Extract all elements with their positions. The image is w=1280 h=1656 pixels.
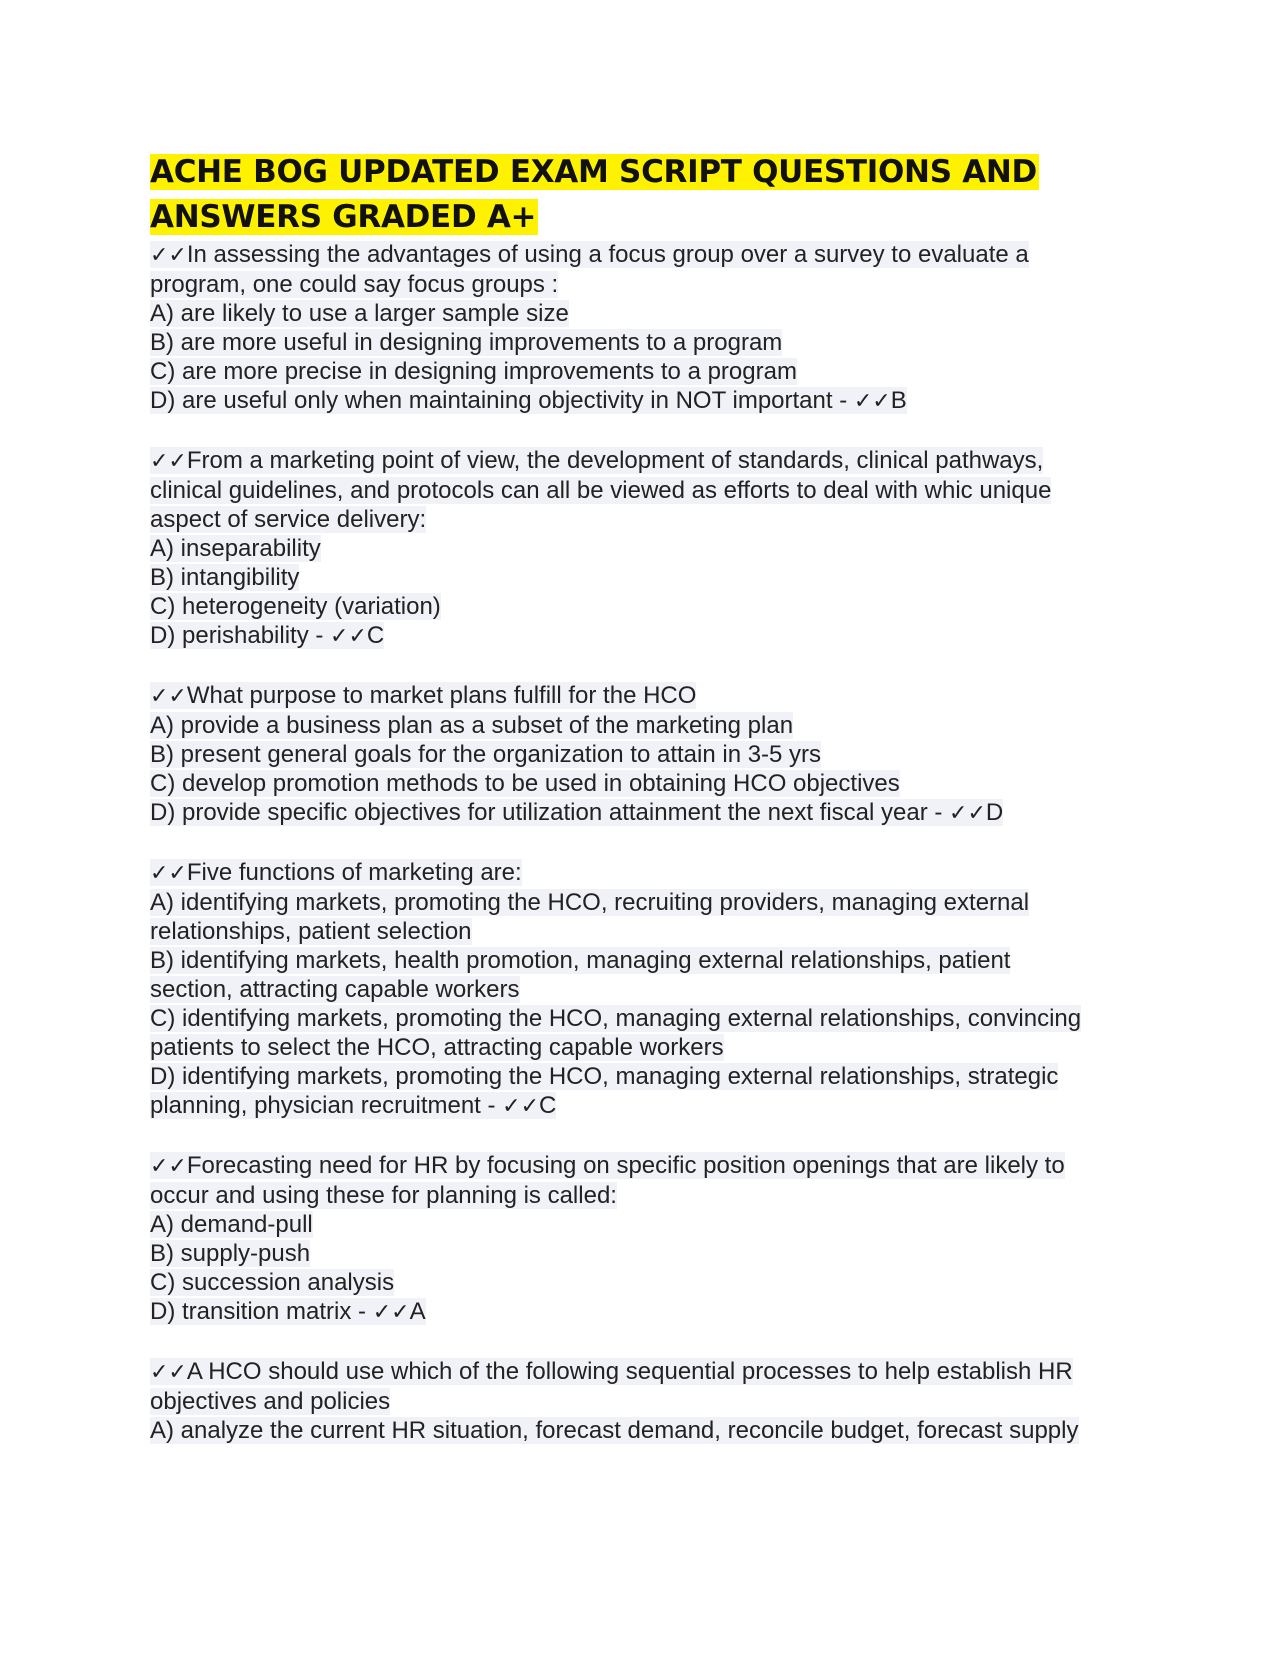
answer-check-icon: ✓✓ [949,801,986,826]
answer-check-icon: ✓✓ [853,389,891,414]
line-highlight [150,682,696,709]
line-highlight [150,1152,1065,1179]
question-block [150,1357,1130,1445]
line-text: Five functions of marketing are: [186,859,522,886]
line-text: section, attracting capable workers [150,976,520,1003]
question-line [150,1239,1130,1268]
question-block [150,446,1130,651]
question-line [150,1181,1130,1210]
line-text: objectives and policies [150,1388,391,1415]
line-highlight [150,1182,617,1209]
line-text: D) perishability - [150,622,331,649]
question-stem-line [150,1357,1130,1387]
line-highlight [150,1358,1073,1385]
question-line [150,505,1130,534]
line-text: D) are useful only when maintaining objectivity in NOT important - [150,387,854,414]
question-stem-line [150,446,1130,476]
line-text: A) demand-pull [150,1211,313,1238]
question-stem-line [150,240,1130,270]
line-highlight [150,1269,394,1296]
question-line [150,769,1130,798]
line-highlight [150,741,821,768]
line-text: C) develop promotion methods to be used in obtaining HCO objectives [150,770,900,797]
line-text: A) analyze the current HR situation, forecast demand, reconcile budget, forecast supply [150,1417,1079,1444]
question-stem-line [150,681,1130,711]
line-highlight [150,1388,390,1415]
line-highlight [150,1240,310,1267]
double-check-icon: ✓✓ [150,1154,187,1179]
question-line [150,621,1130,651]
question-line [150,1033,1130,1062]
line-highlight [150,859,522,886]
question-line [150,534,1130,563]
line-text: C) succession analysis [150,1269,395,1296]
line-text: A) provide a business plan as a subset of the marketing plan [150,712,794,739]
question-line [150,946,1130,975]
line-highlight [150,712,793,739]
double-check-icon: ✓✓ [150,449,187,474]
question-stem-line [150,858,1130,888]
question-line [150,592,1130,621]
line-highlight [150,976,520,1003]
question-line [150,917,1130,946]
answer-letter: C [366,622,385,649]
line-highlight [150,1034,724,1061]
question-line [150,1416,1130,1445]
title-line-2: ANSWERS GRADED A+ [150,199,537,235]
line-highlight [150,358,797,385]
double-check-icon: ✓✓ [150,684,187,709]
answer-check-icon: ✓✓ [502,1094,540,1119]
line-highlight [150,918,472,945]
line-highlight [150,506,426,533]
question-line [150,711,1130,740]
line-highlight [150,1063,1058,1090]
answer-letter: D [985,799,1004,826]
question-line [150,563,1130,592]
line-highlight [150,1211,313,1238]
line-text: From a marketing point of view, the development of standards, clinical pathways, [186,447,1044,474]
line-text: In assessing the advantages of using a focus group over a survey to evaluate a [186,241,1029,268]
line-text: A HCO should use which of the following sequential processes to help establish HR [186,1358,1073,1385]
question-line [150,386,1130,416]
line-text: B) supply-push [150,1240,311,1267]
line-highlight [150,477,1051,504]
line-highlight [150,535,321,562]
line-highlight [150,889,1029,916]
line-text: C) identifying markets, promoting the HCO, managing external relationships, convincing [150,1005,1082,1032]
question-line [150,1091,1130,1121]
question-line [150,1387,1130,1416]
line-text: D) transition matrix - [150,1298,373,1325]
line-text: B) present general goals for the organization to attain in 3-5 yrs [150,741,822,768]
question-block [150,1151,1130,1327]
line-text: C) heterogeneity (variation) [150,593,441,620]
answer-letter: C [539,1092,557,1119]
question-block [150,858,1130,1121]
line-highlight [150,1092,556,1119]
line-text: clinical guidelines, and protocols can all be viewed as efforts to deal with whic unique [150,477,1052,504]
line-text: C) are more precise in designing improvements to a program [150,358,797,385]
line-text: occur and using these for planning is called: [150,1182,617,1209]
question-line [150,1297,1130,1327]
question-line [150,328,1130,357]
answer-check-icon: ✓✓ [372,1300,410,1325]
line-text: D) identifying markets, promoting the HCO, managing external relationships, strategic [150,1063,1059,1090]
question-line [150,975,1130,1004]
line-text: A) inseparability [150,535,321,562]
title-line-1: ACHE BOG UPDATED EXAM SCRIPT QUESTIONS AND [150,154,1037,190]
question-line [150,476,1130,505]
line-text: aspect of service delivery: [150,506,427,533]
line-highlight [150,1005,1081,1032]
double-check-icon: ✓✓ [150,243,187,268]
line-text: A) are likely to use a larger sample size [150,300,569,327]
answer-check-icon: ✓✓ [330,624,367,649]
question-line [150,740,1130,769]
question-line [150,1268,1130,1297]
question-line [150,798,1130,828]
line-highlight [150,770,900,797]
question-line [150,1004,1130,1033]
line-text: B) intangibility [150,564,300,591]
question-line [150,888,1130,917]
line-highlight [150,799,1003,826]
line-highlight [150,300,569,327]
line-highlight [150,593,441,620]
question-line [150,357,1130,386]
line-highlight [150,622,384,649]
double-check-icon: ✓✓ [150,1360,187,1385]
line-text: Forecasting need for HR by focusing on specific position openings that are likely to [186,1152,1065,1179]
line-text: patients to select the HCO, attracting capable workers [150,1034,724,1061]
line-text: B) identifying markets, health promotion, managing external relationships, patient [150,947,1011,974]
line-text: planning, physician recruitment - [150,1092,503,1119]
line-highlight [150,387,907,414]
line-highlight [150,241,1029,268]
line-highlight [150,271,558,298]
question-line [150,299,1130,328]
line-highlight [150,1298,426,1325]
line-text: What purpose to market plans fulfill for the HCO [186,682,697,709]
question-list [150,240,1130,1445]
line-highlight [150,947,1010,974]
line-highlight [150,447,1043,474]
answer-letter: A [409,1298,426,1325]
question-block [150,240,1130,416]
double-check-icon: ✓✓ [150,861,187,886]
line-text: D) provide specific objectives for utilization attainment the next fiscal year - [150,799,950,826]
question-line [150,270,1130,299]
question-line [150,1062,1130,1091]
document-page [150,150,1130,1475]
line-text: B) are more useful in designing improvements to a program [150,329,783,356]
question-stem-line [150,1151,1130,1181]
line-highlight [150,329,782,356]
line-highlight [150,564,299,591]
line-text: program, one could say focus groups : [150,271,559,298]
line-text: relationships, patient selection [150,918,472,945]
document-title [150,150,1130,240]
line-text: A) identifying markets, promoting the HCO, recruiting providers, managing external [150,889,1030,916]
question-line [150,1210,1130,1239]
answer-letter: B [890,387,907,414]
question-block [150,681,1130,828]
line-highlight [150,1417,1079,1444]
